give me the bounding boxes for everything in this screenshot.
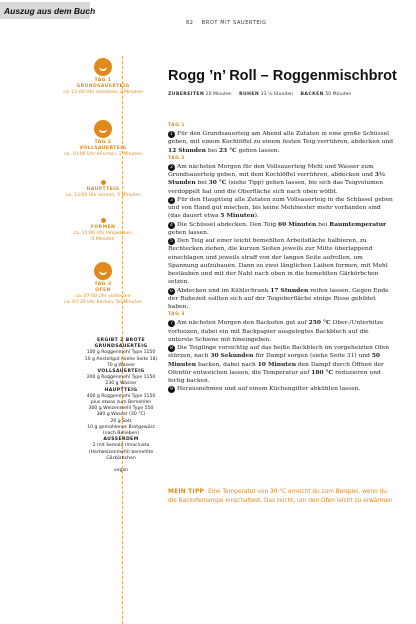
bowl-icon (94, 58, 112, 76)
timeline-hauptteig: HAUPTTEIG ca. 13:00 Uhr kneten, 5 Minuten (38, 180, 168, 199)
timeline-dot (101, 218, 106, 223)
step-7: 7 Am nächsten Morgen den Backofen gut auf 250 °C Ober-/Unterhitze vorheizen, dabei ein mit Backpapier ausgelegtes Backblech auf die unterste Schiene mit hineingeben. (168, 319, 384, 343)
vegan-tag: vegan (113, 468, 129, 474)
step-6: 6 Abdecken und im Kühlschrank 17 Stunden reifen lassen. Gegen Ende der Ruhezeit sollten sich auf der Teigoberfläche einige Risse gebildet haben. (168, 286, 389, 310)
timeline-day3: TAG 3 OFEN ca. 07:00 Uhr vorheizen ca. 07:30 Uhr backen, 50 Minuten (38, 262, 168, 306)
tip-label: MEIN TIPP (168, 489, 205, 495)
recipe-meta: ZUBEREITEN 20 Minuten RUHEN 33 ½ Stunden BACKEN 50 Minuten (168, 92, 352, 97)
day-heading: TAG 1 (168, 123, 185, 128)
step-2: 2 Am nächsten Morgen für den Vollsauerteig Mehl und Wasser zum Grundsauerteig geben, mit dem Kochlöffel verrühren, abdecken und 3½ Stunden bei 30 °C (siehe Tipp) gehen lassen, bis sich das Teigvolumen verdoppelt hat und die Oberfläche sich nach oben wölbt. (168, 163, 386, 195)
running-title: BROT MIT SAUERTEIG (201, 20, 267, 26)
step-1: 1 Für den Grundsauerteig am Abend alle Zutaten in eine große Schüssel geben, mit einem Kochlöffel zu einem festen Teig verrühren, abdecken und 12 Stunden bei 23 °C gehen lassen. (168, 131, 393, 154)
page-number: 82 (186, 20, 194, 26)
step-4: 4 Die Schüssel abdecken. Den Teig 60 Minuten bei Raumtemperatur gehen lassen. (168, 220, 387, 236)
step-5: 5 Den Teig auf einer leicht bemehlten Arbeitsfläche halbieren, zu Rechtecken ziehen, die kurzen Seiten jeweils zur Mitte überlappend einschlagen und jeweils straff von der langen Seite aufrollen, um Spannung aufzubauen. Dann zu zwei länglichen Laiben formen, mit Mehl bestäuben und mit der Naht nach oben in die bemehlten Gärkörbchen setzen. (168, 238, 388, 286)
timeline-dot (101, 180, 106, 185)
day-heading: TAG 3 (168, 312, 185, 318)
tip-box (168, 488, 396, 506)
ingredient-list: ERGIBT 2 BROTE GRUNDSAUERTEIG 100 g Roggenmehl Type 1150 10 g Anstellgut (siehe Seite 18) 70 g Wasser VOLLSAUERTEIG 200 g Roggenmehl Type 1150 230 g Wasser HAUPTTEIG 400 g Roggenmehl Type 1150 plus etwas zum Bemehlen 300 g Weizenmehl Type 550 380 g Wasser (30 °C) 20 g Salz 10 g gemahlenes Brotgewürz (nach Belieben) AUSSERDEM 2 mit Semola rimacinata (Hartweizenmehl) bemehlte Gärkörbchen vegan (56, 338, 186, 474)
tip-text: Eine Temperatur von 30 °C erreicht du zum Beispiel, wenn du die Backofenlampe einschaltest. Das reicht, um den Ofen leicht zu erwärmen. (168, 489, 395, 504)
bowl-icon (94, 262, 112, 280)
timeline-day2: TAG 2 VOLLSAUERTEIG ca. 10:00 Uhr mischen, 2 Minuten (38, 120, 168, 158)
step-8: 8 Die Teiglinge vorsichtig auf das heiße Backblech im vorgeheizten Ofen stürzen, nach 30 Sekunden für Dampf sorgen (siehe Seite 31) und 50 Minuten backen, dabei nach 10 Minuten den Dampf durch Öffnen der Ofentür entweichen lassen, die Temperatur auf 180 °C reduzieren und fertig backen. (168, 345, 390, 384)
step-9: 9 Herausnehmen und auf einem Küchengitter abkühlen lassen. (168, 385, 394, 393)
timeline-day1: TAG 1 GRUNDSAUERTEIG ca. 22:00 Uhr ansetzen, 2 Minuten (38, 58, 168, 96)
excerpt-label: Auszug aus dem Buch (0, 2, 90, 19)
step-3: 3 Für den Hauptteig alle Zutaten zum Vollsauerteig in die Schüssel geben und von Hand gut mischen, bis keine Mehlnester mehr vorhanden sind (das dauert etwa 5 Minuten). (168, 196, 393, 220)
timeline-formen: FORMEN ca. 15:00 Uhr langwirken, 5 Minuten (38, 218, 168, 243)
day-heading: TAG 2 (168, 155, 185, 161)
bowl-icon (94, 120, 112, 138)
recipe-steps (168, 122, 394, 394)
recipe-title: Rogg ’n’ Roll – Roggenmischbrot (168, 68, 397, 84)
running-header (186, 20, 267, 26)
